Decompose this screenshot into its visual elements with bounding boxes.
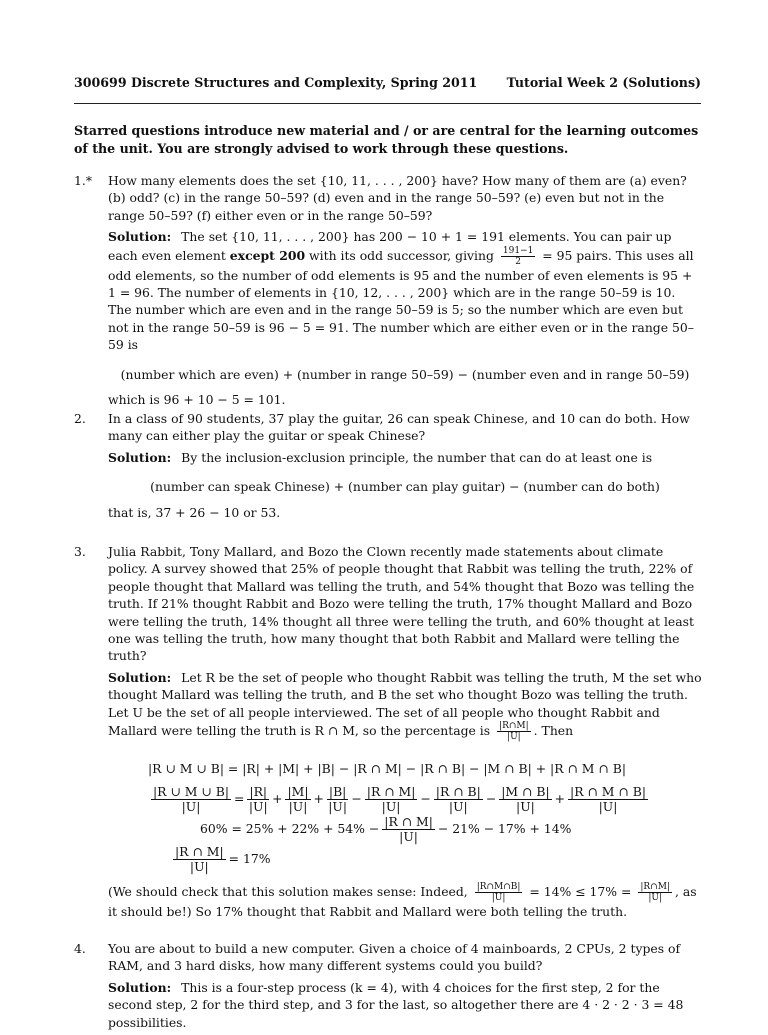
question-text: In a class of 90 students, 37 play the guitar, 26 can speak Chinese, and 10 can do both. How many can either play the guitar or speak Chinese?	[108, 411, 690, 444]
denominator: |U|	[448, 798, 468, 814]
numerator: |R ∪ M ∪ B|	[153, 783, 229, 799]
question-3	[74, 543, 702, 924]
question-1	[74, 172, 702, 412]
denominator: |U|	[189, 858, 209, 874]
equation-part: = 17%	[228, 851, 271, 867]
solution-check	[108, 882, 702, 920]
equation: |R ∪ M ∪ B| = |R| + |M| + |B| − |R ∩ M| − |R ∩ B| − |M ∩ B| + |R ∩ M ∩ B|	[148, 761, 627, 777]
numerator: |M|	[287, 783, 309, 799]
denominator: |U|	[399, 828, 418, 844]
fraction	[365, 785, 418, 814]
denominator: 2	[515, 256, 521, 267]
solution-part: = 14% ≤ 17% =	[529, 884, 632, 900]
question-text: How many elements does the set {10, 11, . . . , 200} have? How many of them are (a) even? (b) odd? (c) in the range 50–59? (d) even and in the range 50–59? (e) even but not in the range 50–59? (f) either even or in the range 50–59?	[108, 173, 687, 223]
fraction	[501, 246, 535, 267]
solution-conclusion: that is, 37 + 26 − 10 or 53.	[108, 504, 281, 520]
denominator: |U|	[381, 798, 401, 814]
display-formula: (number which are even) + (number in range 50–59) − (number even and in range 50–59)	[120, 366, 690, 382]
fraction	[151, 785, 231, 814]
equation-row	[200, 814, 702, 844]
page-header	[74, 74, 701, 91]
fraction	[475, 882, 523, 903]
solution-part: Let R be the set of people who thought Rabbit was telling the truth, M the set who thought Mallard was telling the truth, and B the set who thought Bozo was telling the truth. Let U be the set of all people interviewed. The set of all people who thought Rabbit and Mallard were telling the truth is R ∩ M, so the percentage is	[108, 669, 702, 739]
fraction	[173, 845, 226, 874]
numerator: |R ∩ M|	[384, 813, 433, 829]
numerator: |R ∩ B|	[435, 783, 481, 799]
solution-part: This is a four-step process (k = 4), with 4 choices for the first step, 2 for the second step, 2 for the third step, and 3 for the last, so altogether there are 4 · 2 · 2 · 3 = 48 possibilities.	[108, 979, 684, 1030]
solution-label: Solution:	[108, 669, 172, 685]
question-number: 3.	[74, 544, 86, 559]
denominator: |U|	[248, 798, 268, 814]
solution-part: with its odd successor, giving	[309, 247, 494, 263]
emphasis: except 200	[229, 247, 306, 263]
numerator: 191−1	[502, 245, 534, 256]
numerator: |B|	[328, 783, 347, 799]
fraction	[568, 785, 648, 814]
equation-part: 60% = 25% + 22% + 54% −	[200, 821, 380, 837]
denominator: |U|	[491, 893, 506, 904]
fraction	[434, 785, 483, 814]
question-2	[74, 410, 702, 525]
solution-conclusion: which is 96 + 10 − 5 = 101.	[108, 392, 286, 408]
solution-text	[108, 669, 702, 742]
equation-block	[148, 754, 702, 874]
fraction	[499, 785, 551, 814]
equation-row	[170, 844, 702, 874]
denominator: |U|	[507, 732, 521, 743]
header-rule	[74, 103, 701, 104]
denominator: |U|	[598, 798, 618, 814]
fraction	[327, 785, 348, 814]
question-4	[74, 940, 702, 1035]
fraction	[497, 721, 531, 742]
solution-label: Solution:	[108, 449, 172, 465]
numerator: |R ∩ M|	[175, 843, 224, 859]
display-formula: (number can speak Chinese) + (number can play guitar) − (number can do both)	[150, 479, 660, 495]
solution-part: By the inclusion-exclusion principle, the number that can do at least one is	[181, 449, 653, 465]
solution-text	[108, 979, 702, 1031]
solution-part: = 95 pairs. This uses all odd elements, so the number of odd elements is 95 and the number of even elements is 95 + 1 = 96. The number of elements in {10, 12, . . . , 200} which are in the range 50–59 is 10. The number which are even and in the range 50–59 is 5; so the number which are even but not in the range 50–59 is 96 − 5 = 91. The number which are either even or in the range 50–59 is	[108, 247, 694, 353]
fraction	[285, 785, 310, 814]
solution-label: Solution:	[108, 979, 172, 995]
question-number: 4.	[74, 941, 86, 956]
equation-row: $\frac{|R \cup M \cup B|}{|U|}$ = $\frac{|R|}{|U|}$ + $\frac{|M|}{|U|}$ + $\frac{|B|}{|U|}$ − $\frac{|R \cap M|}{|U|}$ − $\frac{|R \cap B|}{|U|}$ − $\frac{|M \cap B|}{|U|}$ + $\frac{|R \cap M \cap B|}{|U|}$	[153, 783, 647, 814]
numerator: |R ∩ M|	[366, 783, 416, 799]
solution-text	[108, 228, 702, 353]
equation-row	[148, 754, 702, 784]
numerator: |M ∩ B|	[501, 783, 550, 799]
solution-part: . Then	[533, 723, 574, 739]
numerator: |R∩M|	[640, 882, 670, 893]
equation-part: − 21% − 17% + 14%	[437, 821, 572, 837]
denominator: |U|	[328, 798, 348, 814]
denominator: |U|	[288, 798, 308, 814]
question-text: Julia Rabbit, Tony Mallard, and Bozo the Clown recently made statements about climate policy. A survey showed that 25% of people thought that Rabbit was telling the truth, 22% of people thought that Mallard was telling the truth, and 54% thought that Bozo was telling the truth. If 21% thought Rabbit and Bozo were telling the truth, 17% thought Mallard and Bozo were telling the truth, 14% thought all three were telling the truth, and 60% thought at least one was telling the truth, how many thought that both Rabbit and Mallard were telling the truth?	[108, 544, 695, 664]
denominator: |U|	[648, 893, 662, 904]
course-title: 300699 Discrete Structures and Complexity, Spring 2011	[74, 75, 478, 90]
numerator: |R∩M∩B|	[476, 882, 521, 893]
intro-note: Starred questions introduce new material and / or are central for the learning outcomes of the unit. You are strongly advised to work through these questions.	[74, 123, 699, 156]
fraction	[638, 882, 672, 903]
numerator: |R|	[249, 783, 268, 799]
denominator: |U|	[181, 798, 201, 814]
solution-part: , as it should be!) So 17% thought that Rabbit and Mallard were both telling the truth.	[108, 884, 697, 920]
solution-part: The set {10, 11, . . . , 200} has 200 − 10 + 1 = 191 elements. You can pair up each even element	[108, 229, 672, 263]
tutorial-title: Tutorial Week 2 (Solutions)	[506, 75, 701, 90]
question-text: You are about to build a new computer. Given a choice of 4 mainboards, 2 CPUs, 2 types of RAM, and 3 hard disks, how many different systems could you build?	[108, 941, 681, 974]
numerator: |R∩M|	[499, 721, 529, 732]
solution-part: (We should check that this solution makes sense: Indeed,	[108, 884, 468, 900]
question-number: 2.	[74, 411, 86, 426]
denominator: |U|	[516, 798, 535, 814]
solution-text	[108, 449, 702, 466]
fraction	[382, 815, 435, 844]
question-number: 1.*	[74, 173, 93, 188]
fraction	[247, 785, 269, 814]
solution-label: Solution:	[108, 229, 172, 245]
numerator: |R ∩ M ∩ B|	[570, 783, 647, 799]
